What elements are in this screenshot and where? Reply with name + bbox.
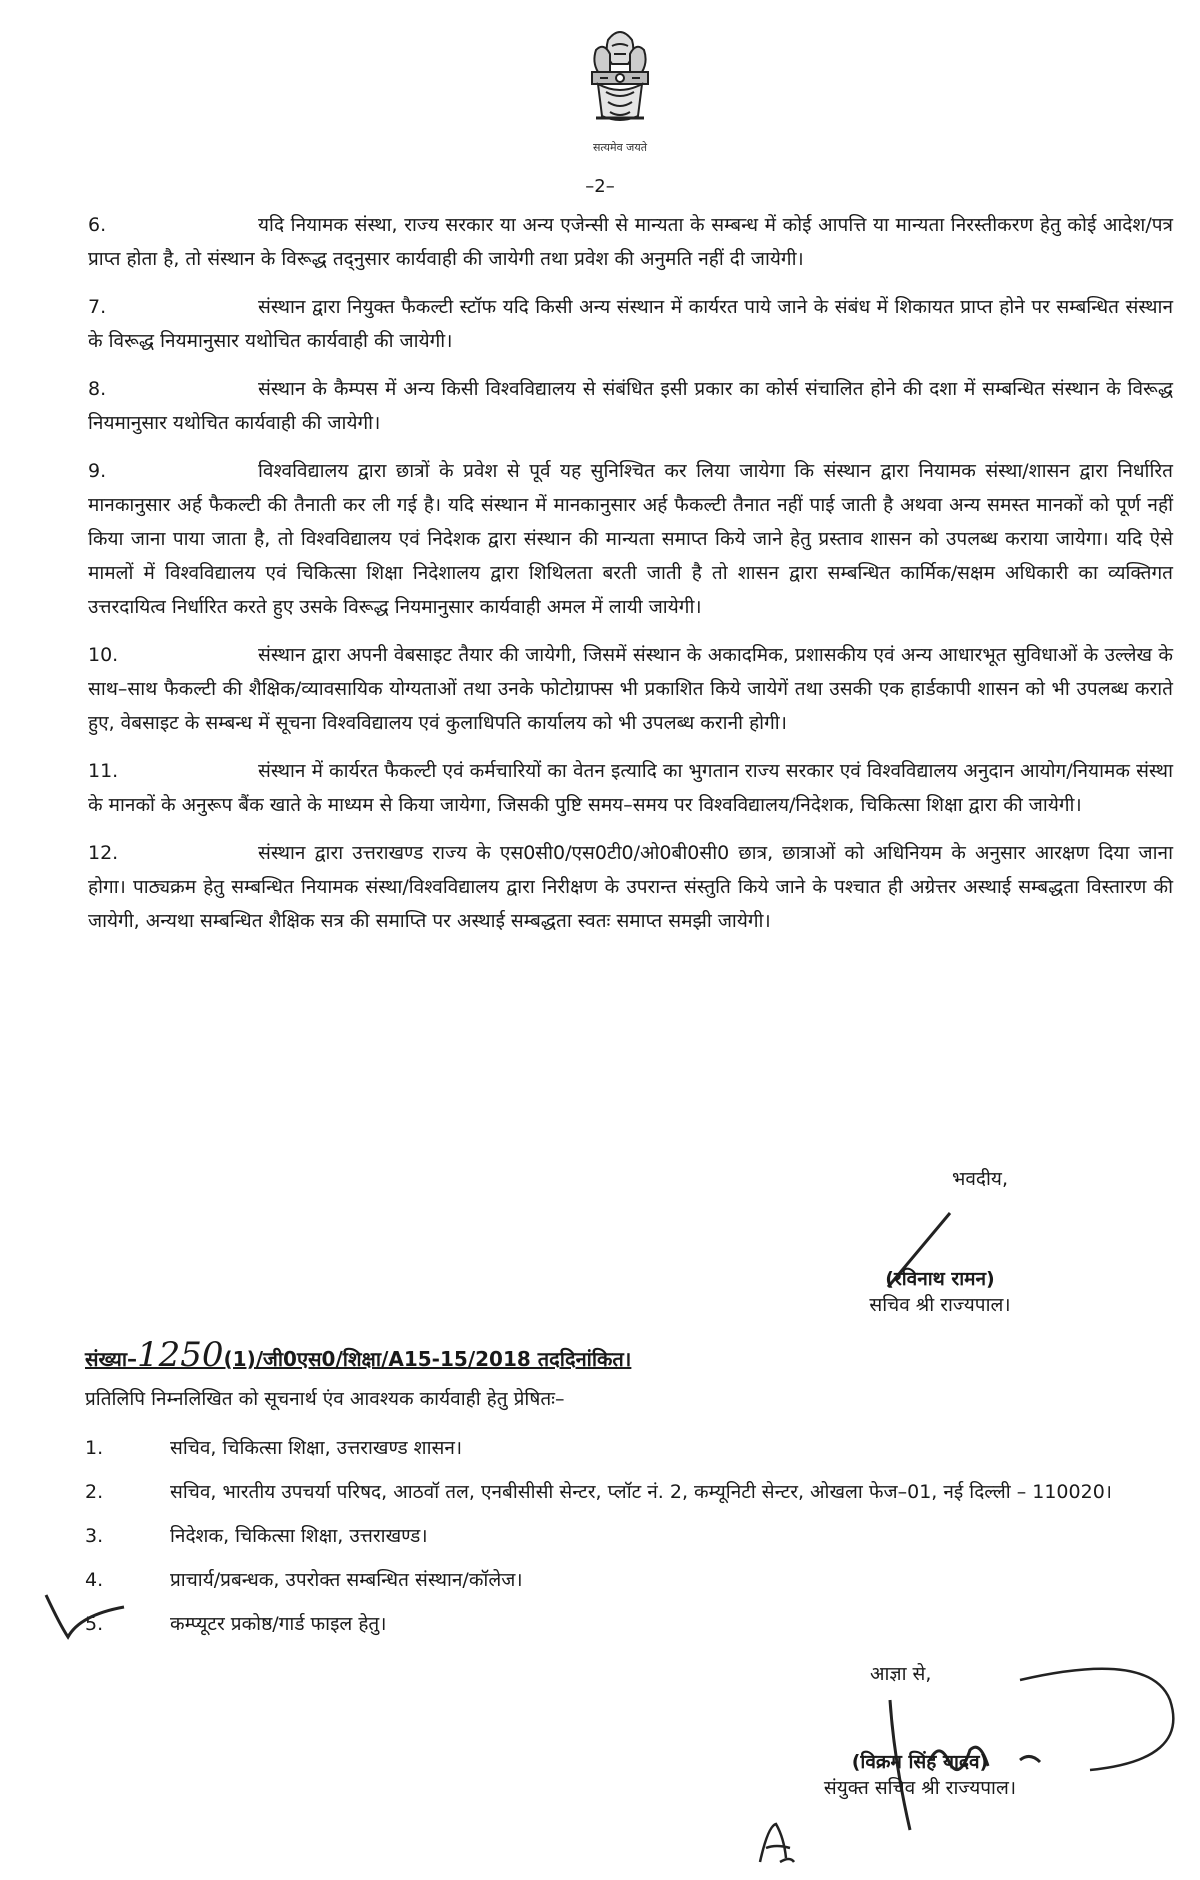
list-item-number: 4.: [85, 1569, 104, 1591]
paragraph-11: [88, 754, 1173, 822]
paragraph-10: [88, 638, 1173, 740]
list-item-number: 3.: [85, 1525, 104, 1547]
list-item-text: कम्प्यूटर प्रकोष्ठ/गार्ड फाइल हेतु।: [170, 1613, 387, 1635]
paragraph-9: [88, 454, 1173, 624]
signatory-title: सचिव श्री राज्यपाल।: [869, 1294, 1011, 1316]
tick-mark-icon: [40, 1585, 130, 1645]
reference-suffix: (1)/जी0एस0/शिक्षा/A15-15/2018 तददिनांकित।: [223, 1347, 632, 1371]
initial-mark-icon: [750, 1818, 800, 1868]
list-item: [85, 1476, 1175, 1508]
signatory-block: [800, 1265, 1080, 1317]
list-item-number: 5.: [85, 1613, 104, 1635]
order-signatory-block: [760, 1748, 1080, 1800]
paragraph-number: 9.: [88, 460, 107, 482]
list-item: [85, 1608, 1175, 1640]
paragraph-text: संस्थान के कैम्पस में अन्य किसी विश्वविद्यालय से संबंधित इसी प्रकार का कोर्स संचालित होने की दशा में सम्बन्धित संस्थान के विरूद्ध नियमानुसार यथोचित कार्यवाही की जायेगी।: [88, 378, 1173, 434]
list-item-number: 2.: [85, 1481, 104, 1503]
order-signatory-title: संयुक्त सचिव श्री राज्यपाल।: [823, 1777, 1017, 1799]
paragraph-number: 8.: [88, 378, 107, 400]
emblem-block: [565, 20, 675, 170]
paragraph-6: [88, 208, 1173, 276]
ashoka-emblem-icon: [578, 20, 662, 138]
paragraph-number: 12.: [88, 842, 119, 864]
list-item-text: प्राचार्य/प्रबन्धक, उपरोक्त सम्बन्धित संस्थान/कॉलेज।: [170, 1569, 523, 1591]
paragraph-12: [88, 836, 1173, 938]
order-signatory-name: (विक्रम सिंह यादव): [851, 1751, 989, 1773]
reference-prefix: संख्या–: [85, 1347, 137, 1371]
signature-scribble-icon: [870, 1640, 1200, 1850]
paragraph-7: [88, 290, 1173, 358]
copy-to-list: [85, 1432, 1175, 1652]
paragraph-text: संस्थान द्वारा उत्तराखण्ड राज्य के एस0सी0/एस0टी0/ओ0बी0सी0 छात्र, छात्राओं को अधिनियम के अनुसार आरक्षण दिया जाना होगा। पाठ्यक्रम हेतु सम्बन्धित नियामक संस्था/विश्वविद्यालय द्वारा निरीक्षण के उपरान्त संस्तुति किये जाने के पश्चात ही अग्रेत्तर अस्थाई सम्बद्धता विस्तारण की जायेगी, अन्यथा सम्बन्धित शैक्षिक सत्र की समाप्ति पर अस्थाई सम्बद्धता स्वतः समाप्त समझी जायेगी।: [88, 842, 1173, 932]
handwritten-number: 1250: [137, 1335, 224, 1375]
by-order: आज्ञा से,: [870, 1663, 932, 1685]
salutation: भवदीय,: [952, 1168, 1008, 1190]
paragraph-text: यदि नियामक संस्था, राज्य सरकार या अन्य एजेन्सी से मान्यता के सम्बन्ध में कोई आपत्ति या मान्यता निरस्तीकरण हेतु कोई आदेश/पत्र प्राप्त होता है, तो संस्थान के विरूद्ध तद्नुसार कार्यवाही की जायेगी तथा प्रवेश की अनुमति नहीं दी जायेगी।: [88, 214, 1173, 270]
paragraph-text: विश्वविद्यालय द्वारा छात्रों के प्रवेश से पूर्व यह सुनिश्चित कर लिया जायेगा कि संस्थान द्वारा नियामक संस्था/शासन द्वारा निर्धारित मानकानुसार अर्ह फैकल्टी की तैनाती कर ली गई है। यदि संस्थान में मानकानुसार अर्ह फैकल्टी तैनात नहीं पाई जाती है अथवा अन्य समस्त मानकों को पूर्ण नहीं किया जाना पाया जाता है, तो विश्वविद्यालय एवं निदेशक द्वारा संस्थान की मान्यता समाप्त किये जाने हेतु प्रस्ताव शासन को उपलब्ध कराया जायेगा। यदि ऐसे मामलों में विश्वविद्यालय एवं चिकित्सा शिक्षा निदेशालय द्वारा शिथिलता बरती जाती है तो शासन द्वारा सम्बन्धित कार्मिक/सक्षम अधिकारी का व्यक्तिगत उत्तरदायित्व निर्धारित करते हुए उसके विरूद्ध नियमानुसार कार्यवाही अमल में लायी जायेगी।: [88, 460, 1173, 618]
paragraph-8: [88, 372, 1173, 440]
paragraph-number: 10.: [88, 644, 119, 666]
copy-intro: प्रतिलिपि निम्नलिखित को सूचनार्थ एंव आवश्यक कार्यवाही हेतु प्रेषितः–: [85, 1388, 565, 1410]
paragraph-list: [88, 208, 1173, 952]
list-item-number: 1.: [85, 1437, 104, 1459]
paragraph-text: संस्थान द्वारा नियुक्त फैकल्टी स्टॉफ यदि किसी अन्य संस्थान में कार्यरत पाये जाने के संबंध में शिकायत प्राप्त होने पर सम्बन्धित संस्थान के विरूद्ध नियमानुसार यथोचित कार्यवाही की जायेगी।: [88, 296, 1173, 352]
list-item-text: सचिव, भारतीय उपचर्या परिषद, आठवॉ तल, एनबीसीसी सेन्टर, प्लॉट नं. 2, कम्यूनिटी सेन्टर, ओखला फेज–01, नई दिल्ली – 110020।: [170, 1481, 1112, 1503]
reference-number: [85, 1335, 631, 1375]
paragraph-number: 6.: [88, 214, 107, 236]
paragraph-text: संस्थान में कार्यरत फैकल्टी एवं कर्मचारियों का वेतन इत्यादि का भुगतान राज्य सरकार एवं विश्वविद्यालय अनुदान आयोग/नियामक संस्था के मानकों के अनुरूप बैंक खाते के माध्यम से किया जायेगा, जिसकी पुष्टि समय–समय पर विश्वविद्यालय/निदेशक, चिकित्सा शिक्षा द्वारा की जायेगी।: [88, 760, 1173, 816]
signatory-name: (रविनाथ रामन): [885, 1268, 995, 1290]
paragraph-number: 7.: [88, 296, 107, 318]
list-item-text: निदेशक, चिकित्सा शिक्षा, उत्तराखण्ड।: [170, 1525, 428, 1547]
paragraph-number: 11.: [88, 760, 119, 782]
list-item: [85, 1432, 1175, 1464]
list-item: [85, 1520, 1175, 1552]
paragraph-text: संस्थान द्वारा अपनी वेबसाइट तैयार की जायेगी, जिसमें संस्थान के अकादमिक, प्रशासकीय एवं अन्य आधारभूत सुविधाओं के उल्लेख के साथ–साथ फैकल्टी की शैक्षिक/व्यावसायिक योग्यताओं तथा उनके फोटोग्राफ्स भी प्रकाशित किये जायेगें तथा उसकी एक हार्डकापी शासन को भी उपलब्ध कराते हुए, वेबसाइट के सम्बन्ध में सूचना विश्वविद्यालय एवं कुलाधिपति कार्यालय को भी उपलब्ध करानी होगी।: [88, 644, 1173, 734]
page-number: –2–: [585, 176, 615, 197]
list-item-text: सचिव, चिकित्सा शिक्षा, उत्तराखण्ड शासन।: [170, 1437, 463, 1459]
emblem-motto: सत्यमेव जयते: [592, 141, 647, 154]
list-item: [85, 1564, 1175, 1596]
